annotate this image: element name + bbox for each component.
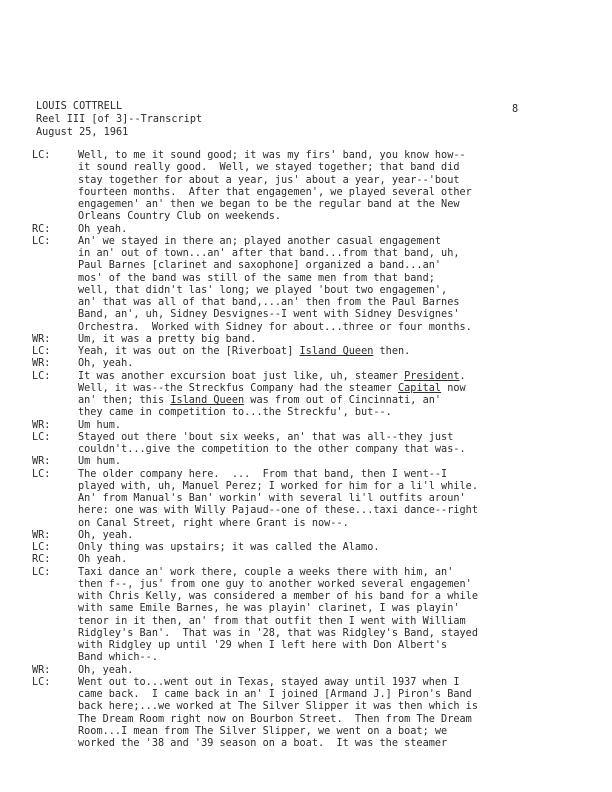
text-line: Ridgley's Ban'. That was in '28, that was Ridgley's Band, stayed bbox=[78, 627, 478, 639]
document-header bbox=[36, 100, 576, 139]
text-line: Went out to...went out in Texas, stayed away until 1937 when I bbox=[78, 676, 460, 688]
text-line: in an' out of town...an' after that band...from that band, uh, bbox=[78, 248, 460, 259]
text-line: couldn't...give the competition to the other company that was-. bbox=[78, 444, 466, 455]
transcript-entry bbox=[32, 346, 580, 358]
speech-text bbox=[78, 358, 580, 370]
text-line: here: one was with Willy Pajaud--one of these...taxi dance--right bbox=[78, 505, 478, 517]
text-line: Yeah, it was out on the [Riverboat] Island Queen then. bbox=[78, 346, 411, 357]
text-line: An' from Manual's Ban' workin' with several li'l outfits aroun' bbox=[78, 493, 466, 504]
speech-text bbox=[78, 236, 580, 334]
text-line: Oh, yeah. bbox=[78, 529, 134, 541]
text-line: on Canal Street, right where Grant is now--. bbox=[78, 517, 349, 529]
speaker-label: LC: bbox=[32, 542, 51, 553]
transcript-entry bbox=[32, 358, 580, 370]
speech-text bbox=[78, 456, 580, 468]
speaker-label: LC: bbox=[32, 370, 51, 382]
transcript-entry bbox=[32, 469, 580, 530]
speech-text bbox=[78, 432, 580, 457]
text-line: fourteen months. After that engagemen', we played several other bbox=[78, 186, 472, 198]
text-line: Band which--. bbox=[78, 652, 158, 664]
speaker-label: LC: bbox=[32, 676, 51, 688]
transcript-entry bbox=[32, 567, 580, 665]
transcript-body bbox=[32, 150, 580, 750]
text-line: Band, an', uh, Sidney Desvignes--I went with Sidney Desvignes' bbox=[78, 309, 460, 321]
text-line: Um hum. bbox=[78, 456, 122, 468]
text-line: Oh, yeah. bbox=[78, 358, 134, 370]
page-number: 8 bbox=[512, 104, 519, 115]
underlined-title: Island Queen bbox=[299, 346, 374, 357]
text-line: it sound really good. Well, we stayed together; that band did bbox=[78, 162, 460, 174]
text-line: with same Emile Barnes, he was playin' clarinet, I was playin' bbox=[78, 603, 460, 615]
speech-text bbox=[78, 224, 580, 236]
text-line: engagemen' an' then we began to be the regular band at the New bbox=[78, 199, 460, 210]
text-line: tenor in it then, an' from that outfit then I went with William bbox=[78, 615, 466, 627]
text-line: Stayed out there 'bout six weeks, an' that was all--they just bbox=[78, 431, 454, 443]
text-line: The Dream Room right now on Bourbon Street. Then from The Dream bbox=[78, 713, 472, 725]
speaker-label: WR: bbox=[32, 664, 51, 676]
underlined-title: President bbox=[404, 370, 460, 382]
underlined-title: Island Queen bbox=[170, 395, 245, 406]
text-line: well, that didn't las' long; we played 'bout two engagemen', bbox=[78, 284, 448, 296]
transcript-entry bbox=[32, 542, 580, 554]
text-line: Well, to me it sound good; it was my firs' band, you know how-- bbox=[78, 150, 466, 161]
text-line: An' we stayed in there an; played another casual engagement bbox=[78, 235, 442, 247]
text-line: Orchestra. Worked with Sidney for about...three or four months. bbox=[78, 321, 472, 333]
speech-text bbox=[78, 420, 580, 432]
text-line: Oh, yeah. bbox=[78, 664, 134, 676]
text-line: an' then; this Island Queen was from out of Cincinnati, an' bbox=[78, 395, 442, 406]
text-line: with Ridgley up until '29 when I left here with Don Albert's bbox=[78, 640, 448, 651]
text-line: Paul Barnes [clarinet and saxophone] organized a band...an' bbox=[78, 260, 442, 272]
text-line: mos' of the band was still of the same men from that band; bbox=[78, 272, 435, 284]
speech-text bbox=[78, 665, 580, 677]
transcript-entry bbox=[32, 334, 580, 346]
speech-text bbox=[78, 334, 580, 346]
speech-text bbox=[78, 567, 580, 665]
speaker-label: RC: bbox=[32, 223, 51, 235]
reel-label: Reel III [of 3]--Transcript bbox=[36, 114, 203, 125]
transcript-entry bbox=[32, 420, 580, 432]
text-line: an' that was all of that band,...an' then from the Paul Barnes bbox=[78, 297, 460, 308]
text-line: came back. I came back in an' I joined [Armand J.] Piron's Band bbox=[78, 689, 472, 700]
speech-text bbox=[78, 346, 580, 358]
text-line: Um hum. bbox=[78, 419, 122, 431]
text-line: Um, it was a pretty big band. bbox=[78, 333, 257, 345]
speaker-label: LC: bbox=[32, 468, 51, 480]
text-line: Room...I mean from The Silver Slipper, we went on a boat; we bbox=[78, 725, 448, 737]
transcript-entry bbox=[32, 236, 580, 334]
text-line: they came in competition to...the Streckfu', but--. bbox=[78, 407, 392, 419]
text-line: Well, it was--the Streckfus Company had the steamer Capital now bbox=[78, 382, 466, 394]
text-line: Oh yeah. bbox=[78, 223, 128, 235]
speaker-label: LC: bbox=[32, 566, 51, 578]
speaker-label: LC: bbox=[32, 346, 51, 357]
text-line: It was another excursion boat just like, uh, steamer President. bbox=[78, 370, 466, 382]
speaker-label: RC: bbox=[32, 554, 51, 566]
speaker-label: LC: bbox=[32, 150, 51, 161]
speaker-label: WR: bbox=[32, 358, 51, 370]
interviewee-name: LOUIS COTTRELL bbox=[36, 101, 123, 112]
speaker-label: WR: bbox=[32, 456, 51, 468]
transcript-entry bbox=[32, 371, 580, 420]
speech-text bbox=[78, 530, 580, 542]
text-line: The older company here. ... From that band, then I went--I bbox=[78, 468, 448, 480]
transcript-entry bbox=[32, 224, 580, 236]
transcript-entry bbox=[32, 456, 580, 468]
speech-text bbox=[78, 469, 580, 530]
speech-text bbox=[78, 371, 580, 420]
transcript-entry bbox=[32, 530, 580, 542]
speech-text bbox=[78, 677, 580, 751]
text-line: Orleans Country Club on weekends. bbox=[78, 211, 282, 223]
speech-text bbox=[78, 542, 580, 554]
speech-text bbox=[78, 554, 580, 566]
transcript-entry bbox=[32, 677, 580, 751]
transcript-entry bbox=[32, 150, 580, 224]
text-line: Only thing was upstairs; it was called the Alamo. bbox=[78, 542, 380, 553]
transcript-entry bbox=[32, 554, 580, 566]
text-line: stay together for about a year, jus' about a year, year--'bout bbox=[78, 174, 460, 186]
transcript-entry bbox=[32, 432, 580, 457]
text-line: Taxi dance an' work there, couple a weeks there with him, an' bbox=[78, 566, 454, 578]
speaker-label: WR: bbox=[32, 333, 51, 345]
text-line: played with, uh, Manuel Perez; I worked for him for a li'l while. bbox=[78, 480, 478, 492]
text-line: with Chris Kelly, was considered a member of his band for a while bbox=[78, 591, 478, 602]
transcript-entry bbox=[32, 665, 580, 677]
text-line: Oh yeah. bbox=[78, 554, 128, 566]
speech-text bbox=[78, 150, 580, 224]
text-line: worked the '38 and '39 season on a boat. It was the steamer bbox=[78, 738, 448, 749]
speaker-label: WR: bbox=[32, 419, 51, 431]
text-line: back here;...we worked at The Silver Slipper it was then which is bbox=[78, 701, 478, 713]
interview-date: August 25, 1961 bbox=[36, 127, 129, 138]
speaker-label: LC: bbox=[32, 235, 51, 247]
underlined-title: Capital bbox=[397, 382, 442, 394]
speaker-label: WR: bbox=[32, 529, 51, 541]
speaker-label: LC: bbox=[32, 431, 51, 443]
text-line: then f--, jus' from one guy to another worked several engagemen' bbox=[78, 578, 472, 590]
